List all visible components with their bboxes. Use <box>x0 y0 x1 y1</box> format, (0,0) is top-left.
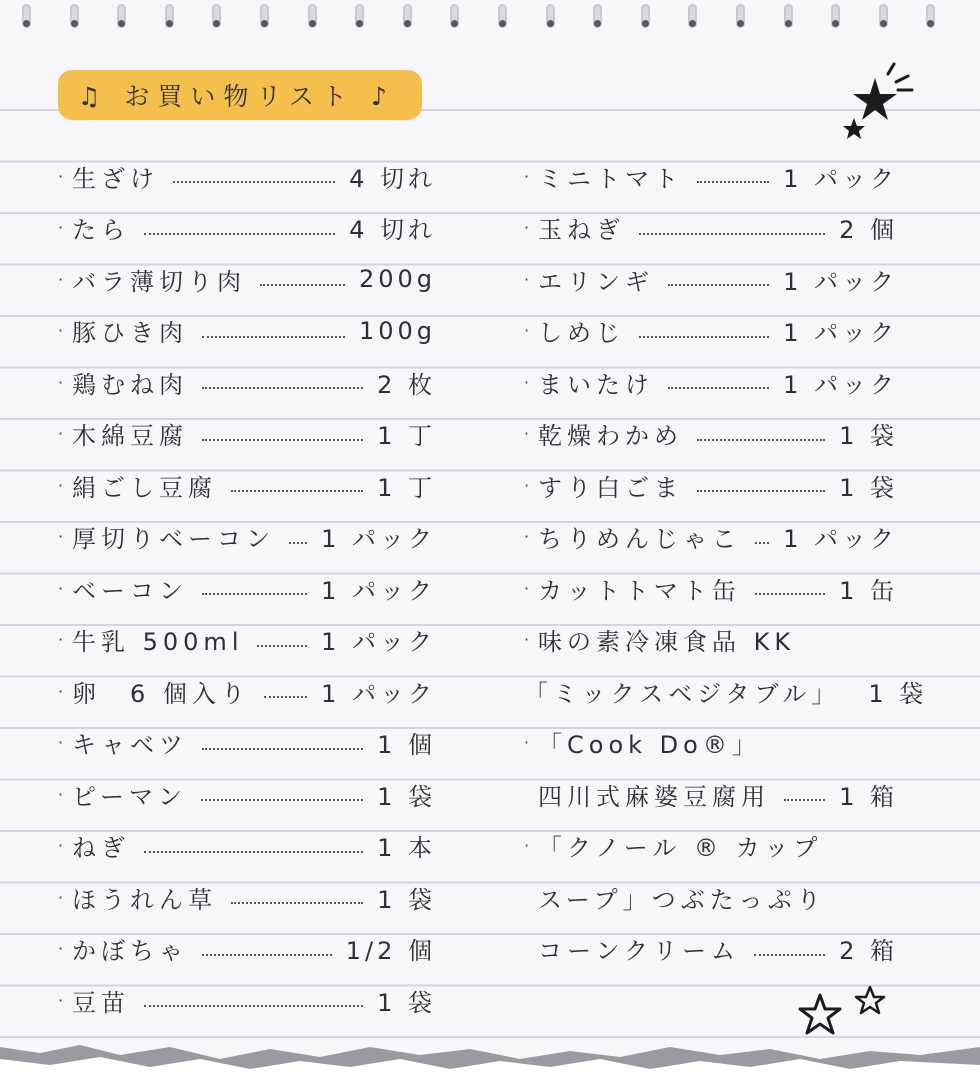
dotted-leader <box>697 490 825 492</box>
list-item <box>58 459 436 511</box>
dotted-leader <box>202 336 345 338</box>
item-name: たら <box>72 216 130 244</box>
item-quantity: 1 パック <box>783 370 898 399</box>
notebook-ring-icon <box>260 4 269 32</box>
bullet-dot: · <box>58 939 64 958</box>
list-item <box>58 202 436 254</box>
dotted-leader <box>202 439 363 441</box>
torn-edge <box>0 1025 980 1085</box>
list-item <box>58 768 436 820</box>
item-name: スープ」つぶたっぷり <box>538 885 826 914</box>
notebook-ring-icon <box>212 4 221 32</box>
bullet-dot: · <box>524 321 530 340</box>
item-name: 牛乳 500ml <box>72 628 244 656</box>
list-item <box>58 820 436 872</box>
list-item <box>58 871 436 923</box>
dotted-leader <box>668 284 769 286</box>
item-name: まいたけ <box>538 370 654 399</box>
list-item <box>58 717 436 769</box>
bullet-dot: · <box>524 218 530 237</box>
item-name: ベーコン <box>72 576 188 605</box>
dotted-leader <box>202 954 332 956</box>
bullet-dot: · <box>524 733 530 752</box>
list-item <box>58 150 436 202</box>
list-item <box>524 923 898 975</box>
item-quantity: 2 箱 <box>839 937 898 965</box>
list-item <box>524 768 898 820</box>
notebook-ring-icon <box>641 4 650 32</box>
item-name: コーンクリーム <box>538 937 741 965</box>
item-name: 豆苗 <box>72 988 130 1017</box>
dotted-leader <box>257 645 307 647</box>
bullet-dot: · <box>524 578 530 598</box>
notebook-ring-icon <box>879 4 888 32</box>
item-name: 乾燥わかめ <box>538 422 683 450</box>
bullet-dot: · <box>58 424 64 443</box>
item-name: キャベツ <box>72 731 188 759</box>
item-name: ほうれん草 <box>72 885 217 914</box>
notebook-ring-icon <box>403 4 412 32</box>
item-quantity: 1 袋 <box>377 782 436 811</box>
list-item <box>524 717 898 769</box>
item-quantity: 1 丁 <box>377 422 436 450</box>
list-item <box>524 150 898 202</box>
list-item <box>524 614 898 666</box>
list-item <box>524 820 898 872</box>
dotted-leader <box>231 490 363 492</box>
bullet-dot: · <box>524 836 530 855</box>
dotted-leader <box>144 851 363 853</box>
notebook-ring-icon <box>450 4 459 32</box>
bullet-dot: · <box>58 784 64 804</box>
list-item <box>524 665 928 717</box>
list-item <box>524 562 898 614</box>
list-item <box>524 408 898 460</box>
bullet-dot: · <box>524 527 530 546</box>
item-quantity: 1 パック <box>783 267 898 296</box>
item-quantity: 1 袋 <box>377 988 436 1017</box>
dotted-leader <box>260 284 345 286</box>
notebook-ring-icon <box>308 4 317 32</box>
item-quantity: 2 個 <box>839 216 898 244</box>
item-quantity: 1 パック <box>321 525 436 553</box>
dotted-leader <box>755 542 769 544</box>
dotted-leader <box>264 696 307 698</box>
music-note-icon: ♪ <box>370 82 395 111</box>
list-item <box>58 305 436 357</box>
star-icon <box>853 78 897 120</box>
item-quantity: 100g <box>358 316 436 345</box>
notebook-ring-icon <box>22 4 31 32</box>
item-quantity: 1 パック <box>783 319 898 347</box>
item-name: かぼちゃ <box>72 937 188 965</box>
bullet-dot: · <box>58 166 64 186</box>
item-quantity: 1 袋 <box>377 885 436 914</box>
notebook-ring-icon <box>117 4 126 32</box>
item-quantity: 1 丁 <box>377 473 436 502</box>
bullet-dot: · <box>58 372 64 392</box>
item-name: エリンギ <box>538 267 654 296</box>
list-item <box>524 356 898 408</box>
item-quantity: 1 個 <box>377 731 436 759</box>
dotted-leader <box>639 233 825 235</box>
notebook-ring-icon <box>70 4 79 32</box>
item-quantity: 1 パック <box>321 679 436 708</box>
item-name: 「Cook Do®」 <box>538 731 761 759</box>
item-name: 豚ひき肉 <box>72 319 188 347</box>
music-note-icon: ♫ <box>78 82 109 111</box>
dotted-leader <box>784 799 825 801</box>
dotted-leader <box>202 593 307 595</box>
bullet-dot: · <box>58 321 64 340</box>
notebook-ring-icon <box>498 4 507 32</box>
bullet-dot: · <box>58 475 64 495</box>
item-name: カットトマト缶 <box>538 576 741 605</box>
notebook-ring-icon <box>926 4 935 32</box>
item-name: バラ薄切り肉 <box>72 267 246 296</box>
binder-rings <box>22 4 980 38</box>
item-name: しめじ <box>538 319 625 347</box>
list-item <box>58 665 436 717</box>
notebook-ring-icon <box>831 4 840 32</box>
item-quantity: 1 本 <box>377 834 436 862</box>
item-name: 絹ごし豆腐 <box>72 473 217 502</box>
bullet-dot: · <box>58 990 64 1010</box>
notebook-ring-icon <box>784 4 793 32</box>
item-quantity: 1 パック <box>783 164 898 193</box>
bullet-dot: · <box>524 372 530 392</box>
item-quantity: 1 パック <box>321 576 436 605</box>
list-item <box>58 923 436 975</box>
item-quantity: 200g <box>358 265 436 293</box>
item-name: 玉ねぎ <box>538 216 625 244</box>
item-name: ミニトマト <box>538 164 683 193</box>
item-name: 四川式麻婆豆腐用 <box>538 782 770 811</box>
item-name: ピーマン <box>72 782 188 811</box>
notebook-ring-icon <box>355 4 364 32</box>
list-item <box>524 511 898 563</box>
list-item <box>58 614 436 666</box>
item-quantity: 2 枚 <box>377 370 436 399</box>
dotted-leader <box>697 181 769 183</box>
bullet-dot: · <box>524 475 530 495</box>
bullet-dot: · <box>58 630 64 649</box>
item-name: 「クノール ® カップ <box>538 834 823 862</box>
bullet-dot: · <box>524 630 530 649</box>
bullet-dot: · <box>524 166 530 186</box>
sparkle-icon <box>888 64 912 90</box>
notebook-ring-icon <box>736 4 745 32</box>
item-quantity: 1 パック <box>321 628 436 656</box>
item-name: ちりめんじゃこ <box>538 525 741 553</box>
item-name: 生ざけ <box>72 164 159 193</box>
item-name: 卵 6 個入り <box>72 679 250 708</box>
dotted-leader <box>231 902 363 904</box>
list-item <box>58 974 436 1026</box>
item-name: ねぎ <box>72 834 130 862</box>
bullet-dot: · <box>58 836 64 855</box>
bullet-dot: · <box>524 424 530 443</box>
dotted-leader <box>755 593 825 595</box>
item-quantity: 1 箱 <box>839 782 898 811</box>
star-outline-icon <box>856 987 884 1013</box>
item-quantity: 1/2 個 <box>345 937 436 965</box>
item-quantity: 1 袋 <box>868 679 928 708</box>
item-name: 木綿豆腐 <box>72 422 188 450</box>
dotted-leader <box>173 181 335 183</box>
dotted-leader <box>144 233 335 235</box>
bullet-dot: · <box>58 218 64 237</box>
list-item <box>58 356 436 408</box>
dotted-leader <box>668 387 769 389</box>
item-name: 鶏むね肉 <box>72 370 188 399</box>
item-quantity: 4 切れ <box>349 216 436 244</box>
bullet-dot: · <box>524 269 530 289</box>
item-name: 「ミックスベジタブル」 <box>524 679 841 708</box>
star-icon <box>843 118 865 139</box>
sparkle-stars-top <box>830 60 930 150</box>
bullet-dot: · <box>58 269 64 289</box>
notebook-ring-icon <box>546 4 555 32</box>
dotted-leader <box>754 954 825 956</box>
notebook-ring-icon <box>688 4 697 32</box>
title-badge <box>58 70 422 120</box>
list-item <box>58 511 436 563</box>
list-item <box>524 202 898 254</box>
dotted-leader <box>144 1005 363 1007</box>
dotted-leader <box>201 799 363 801</box>
item-quantity: 1 袋 <box>839 473 898 502</box>
list-item <box>524 871 898 923</box>
page-title: お買い物リスト <box>124 82 355 111</box>
item-quantity: 1 缶 <box>839 576 898 605</box>
list-item <box>524 459 898 511</box>
list-item <box>524 253 898 305</box>
item-quantity: 4 切れ <box>349 164 436 193</box>
bullet-dot: · <box>58 733 64 752</box>
item-quantity: 1 袋 <box>839 422 898 450</box>
item-quantity: 1 パック <box>783 525 898 553</box>
item-name: すり白ごま <box>538 473 683 502</box>
bullet-dot: · <box>58 578 64 598</box>
dotted-leader <box>639 336 769 338</box>
list-item <box>58 253 436 305</box>
list-item <box>58 562 436 614</box>
item-name: 味の素冷凍食品 KK <box>538 628 796 656</box>
list-item <box>58 408 436 460</box>
notebook-ring-icon <box>593 4 602 32</box>
bullet-dot: · <box>58 681 64 701</box>
dotted-leader <box>289 542 307 544</box>
dotted-leader <box>202 748 363 750</box>
notebook-ring-icon <box>165 4 174 32</box>
bullet-dot: · <box>58 887 64 907</box>
dotted-leader <box>697 439 825 441</box>
list-item <box>524 305 898 357</box>
dotted-leader <box>202 387 363 389</box>
bullet-dot: · <box>58 527 64 546</box>
item-name: 厚切りベーコン <box>72 525 275 553</box>
